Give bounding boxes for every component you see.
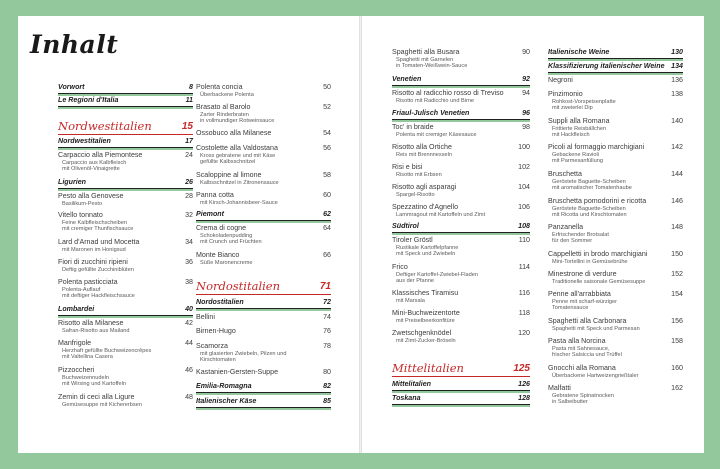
page-number: 144 (671, 170, 683, 178)
entry-accent-band (196, 393, 331, 395)
entry-description: mit Zimt-Zucker-Bröseln (396, 338, 456, 344)
book-spread (18, 16, 704, 453)
entry-title: Mittelitalien (392, 361, 464, 375)
entry-description: Schokoladenpudding mit Crunch und Früchten (200, 233, 262, 246)
entry-title: Scaloppine al limone (196, 171, 262, 179)
page-number: 100 (518, 143, 530, 151)
entry-title: Panna cotta (196, 191, 234, 199)
entry-title: Risotto agli asparagi (392, 183, 457, 191)
page-number: 32 (185, 211, 193, 219)
entry-title: Cappelletti in brodo marchigiani (548, 250, 648, 258)
page-number: 58 (323, 171, 331, 179)
entry-description: mit Maronen im Honigsud (62, 247, 126, 253)
entry-title: Risi e bisi (392, 163, 423, 171)
entry-description: Geröstete Baguette-Scheiben mit aromatischer Tomatenhaube (552, 179, 632, 192)
page-number: 102 (518, 163, 530, 171)
entry-title: Negroni (548, 76, 573, 84)
page-number: 138 (671, 90, 683, 98)
page-number: 114 (518, 263, 530, 271)
entry-description: mit glasierten Zwiebeln, Pilzen und Kirschtomaten (200, 351, 287, 364)
entry-title: Scamorza (196, 342, 228, 350)
page-number: 26 (185, 178, 193, 186)
right-page (362, 16, 704, 453)
entry-accent-band (196, 408, 331, 410)
entry-title: Nordwestitalien (58, 119, 152, 133)
page-number: 98 (522, 123, 530, 131)
entry-title: Venetien (392, 75, 422, 83)
entry-title: Toc' in braide (392, 123, 434, 131)
entry-title: Emilia-Romagna (196, 382, 252, 390)
entry-description: Basilikum-Pesto (62, 201, 103, 207)
page-number: 17 (185, 137, 193, 145)
entry-underline (58, 134, 193, 135)
entry-accent-band (58, 316, 193, 318)
entry-description: Herzhaft gefüllte Buchweizencrêpes mit Valtellina Casera (62, 348, 152, 361)
toc-column-1 (58, 16, 193, 453)
page-number: 72 (323, 298, 331, 306)
page-number: 130 (671, 48, 683, 56)
entry-accent-band (392, 391, 530, 393)
page-number: 28 (185, 192, 193, 200)
page-number: 162 (671, 384, 683, 392)
entry-title: Tiroler Gröstl (392, 236, 433, 244)
page-number: 154 (671, 290, 683, 298)
entry-accent-band (392, 233, 530, 235)
entry-accent-band (196, 221, 331, 223)
entry-title: Malfatti (548, 384, 571, 392)
entry-title: Fiori di zucchini ripieni (58, 258, 128, 266)
entry-description: Safran-Risotto aus Mailand (62, 328, 130, 334)
entry-title: Bruschetta (548, 170, 582, 178)
page-number: 15 (181, 121, 193, 132)
entry-title: Manfrigole (58, 339, 92, 347)
page-number: 74 (323, 313, 331, 321)
entry-title: Polenta pasticciata (58, 278, 118, 286)
page-number: 108 (518, 222, 530, 230)
entry-title: Picoli al formaggio marchigiani (548, 143, 645, 151)
toc-column-3 (392, 16, 530, 453)
entry-title: Zemin di ceci alla Ligure (58, 393, 135, 401)
entry-description: Carpaccio aus Kalbfleisch mit Olivenöl-Vinaigrette (62, 160, 127, 173)
entry-accent-band (548, 73, 683, 75)
page-number: 158 (671, 337, 683, 345)
entry-underline (196, 294, 331, 295)
page-number: 64 (323, 224, 331, 232)
page-number: 82 (323, 382, 331, 390)
page-number: 11 (185, 96, 193, 104)
entry-title: Polenta concia (196, 83, 243, 91)
entry-description: Deftig gefüllte Zucchiniblüten (62, 267, 134, 273)
entry-description: Rohkost-Vorspeisenplatte mit zweierlei Dip (552, 99, 616, 112)
entry-title: Monte Bianco (196, 251, 240, 259)
entry-title: Gnocchi alla Romana (548, 364, 616, 372)
entry-description: mit Preiselbeerkonfitüre (396, 318, 455, 324)
entry-description: Traditionelle saisonale Gemüsesuppe (552, 279, 646, 285)
page-number: 8 (189, 83, 193, 91)
entry-title: Ossobuco alla Milanese (196, 129, 272, 137)
page-number: 128 (518, 394, 530, 402)
entry-description: Polenta-Auflauf mit deftiger Hackfleischsauce (62, 287, 135, 300)
entry-title: Mini-Buchweizentorte (392, 309, 460, 317)
entry-description: Überbackene Polenta (200, 92, 254, 98)
entry-accent-band (58, 107, 193, 109)
entry-title: Carpaccio alla Piemontese (58, 151, 143, 159)
entry-title: Le Regioni d'Italia (58, 96, 119, 104)
entry-description: Reis mit Brennnesseln (396, 152, 452, 158)
entry-underline (392, 376, 530, 377)
page-number: 24 (185, 151, 193, 159)
page-number: 40 (185, 305, 193, 313)
page-number: 34 (185, 238, 193, 246)
page-number: 106 (518, 203, 530, 211)
entry-description: Spaghetti mit Speck und Parmesan (552, 326, 640, 332)
page-number: 152 (671, 270, 683, 278)
entry-description: Gebackene Ravioli mit Parmesanfüllung (552, 152, 603, 165)
entry-title: Italienischer Käse (196, 397, 257, 405)
entry-title: Spaghetti alla Carbonara (548, 317, 627, 325)
page-title: Inhalt (30, 30, 119, 59)
entry-description: Frittierte Reisbällchen mit Hackfleisch (552, 126, 607, 139)
entry-description: Spaghetti mit Garnelen in Tomaten-Weißwein-Sauce (396, 57, 468, 70)
page-number: 148 (671, 223, 683, 231)
page-number: 76 (323, 327, 331, 335)
entry-description: Feine Kalbfleischscheiben mit cremiger Thunfischsauce (62, 220, 134, 233)
page-number: 78 (323, 342, 331, 350)
entry-description: Deftiger Kartoffel-Zwiebel-Fladen aus der Pfanne (396, 272, 478, 285)
entry-title: Kastanien-Gersten-Suppe (196, 368, 279, 376)
page-number: 136 (671, 76, 683, 84)
page-number: 50 (323, 83, 331, 91)
page-number: 80 (323, 368, 331, 376)
page-number: 116 (518, 289, 530, 297)
page-number: 60 (323, 191, 331, 199)
entry-description: mit Kirsch-Johannisbeer-Sauce (200, 200, 278, 206)
entry-title: Zwetschgenknödel (392, 329, 452, 337)
entry-title: Klassifizierung italienischer Weine (548, 62, 665, 70)
entry-description: Buchweizennudeln mit Wirsing und Kartoffeln (62, 375, 126, 388)
entry-accent-band (196, 309, 331, 311)
entry-title: Costolette alla Valdostana (196, 144, 278, 152)
entry-title: Penne all'arrabbiata (548, 290, 611, 298)
entry-accent-band (548, 59, 683, 61)
page-number: 54 (323, 129, 331, 137)
entry-title: Risotto alla Milanese (58, 319, 124, 327)
entry-title: Piemont (196, 210, 224, 218)
entry-title: Nordwestitalien (58, 137, 111, 145)
entry-title: Panzanella (548, 223, 584, 231)
page-number: 46 (185, 366, 193, 374)
page-number: 134 (671, 62, 683, 70)
entry-title: Pesto alla Genovese (58, 192, 124, 200)
entry-title: Liguriеn (58, 178, 86, 186)
entry-title: Nordostitalien (196, 298, 244, 306)
entry-title: Risotto alla Ortiche (392, 143, 452, 151)
entry-title: Minestrone di verdure (548, 270, 617, 278)
entry-accent-band (392, 405, 530, 407)
entry-title: Pinzimonio (548, 90, 583, 98)
entry-description: Kalbsschnitzel in Zitronensauce (200, 180, 279, 186)
entry-title: Risotto al radicchio rosso di Treviso (392, 89, 504, 97)
entry-description: Pasta mit Sahnesauce, frischer Salsiccia und Trüffel (552, 346, 622, 359)
page-number: 66 (323, 251, 331, 259)
entry-title: Südtirol (392, 222, 419, 230)
entry-description: Lammragout mit Kartoffeln und Zimt (396, 212, 486, 218)
entry-description: Gebratene Spinatnocken in Salbeibutter (552, 393, 614, 406)
page-number: 92 (522, 75, 530, 83)
page-number: 71 (319, 281, 331, 292)
entry-accent-band (58, 148, 193, 150)
page-number: 118 (518, 309, 530, 317)
entry-description: mit Marsala (396, 298, 425, 304)
entry-description: Geröstete Baguette-Scheiben mit Ricotta und Kirschtomaten (552, 206, 627, 219)
page-number: 140 (671, 117, 683, 125)
page-number: 36 (185, 258, 193, 266)
entry-description: Penne mit scharf-würziger Tomatensauce (552, 299, 617, 312)
entry-accent-band (392, 120, 530, 122)
page-number: 52 (323, 103, 331, 111)
entry-title: Spaghetti alla Busara (392, 48, 460, 56)
page-number: 90 (522, 48, 530, 56)
page-number: 56 (323, 144, 331, 152)
page-number: 150 (671, 250, 683, 258)
entry-title: Nordostitalien (196, 279, 281, 293)
page-number: 146 (671, 197, 683, 205)
entry-title: Suppli alla Romana (548, 117, 610, 125)
entry-title: Italienische Weine (548, 48, 610, 56)
entry-title: Frico (392, 263, 408, 271)
entry-title: Birnen-Hugo (196, 327, 236, 335)
entry-description: Risotto mit Erbsen (396, 172, 442, 178)
entry-description: Kross gebratene und mit Käse gefüllte Kalbsschnitzel (200, 153, 276, 166)
toc-column-4 (548, 16, 683, 453)
entry-description: Polenta mit cremiger Käsesauce (396, 132, 477, 138)
entry-accent-band (58, 189, 193, 191)
entry-title: Klassisches Tiramisu (392, 289, 459, 297)
toc-column-2 (196, 16, 331, 453)
entry-title: Bruschetta pomodorini e ricotta (548, 197, 647, 205)
entry-accent-band (392, 86, 530, 88)
entry-title: Toskana (392, 394, 421, 402)
page-number: 38 (185, 278, 193, 286)
entry-title: Spezzatino d'Agnello (392, 203, 459, 211)
entry-title: Brasato al Barolo (196, 103, 251, 111)
entry-description: Süße Maronencreme (200, 260, 253, 266)
page-number: 104 (518, 183, 530, 191)
page-number: 48 (185, 393, 193, 401)
entry-description: Rustikale Kartoffelpfanne mit Speck und Zwiebeln (396, 245, 459, 258)
entry-description: Gemüsesuppe mit Kichererbsen (62, 402, 142, 408)
entry-title: Pizzoccheri (58, 366, 95, 374)
page-number: 62 (323, 210, 331, 218)
page-number: 42 (185, 319, 193, 327)
entry-description: Zarter Rinderbraten in vollmundiger Rotweinsauce (200, 112, 275, 125)
page-number: 44 (185, 339, 193, 347)
page-number: 160 (671, 364, 683, 372)
page-number: 125 (513, 363, 530, 374)
entry-description: Erfrischender Brotsalat für den Sommer (552, 232, 609, 245)
entry-title: Vorwort (58, 83, 85, 91)
page-number: 96 (522, 109, 530, 117)
entry-title: Pasta alla Norcina (548, 337, 606, 345)
entry-title: Crema di cogne (196, 224, 247, 232)
entry-title: Bellini (196, 313, 215, 321)
page-number: 110 (518, 236, 530, 244)
page-number: 156 (671, 317, 683, 325)
page-number: 142 (671, 143, 683, 151)
left-page (18, 16, 360, 453)
entry-title: Mittelitalien (392, 380, 432, 388)
entry-title: Friaul-Julisch Venetien (392, 109, 470, 117)
entry-description: Überbackene Hartweizengrießtaler (552, 373, 639, 379)
entry-title: Lard d'Arnad und Mocetta (58, 238, 140, 246)
entry-description: Risotto mit Radicchio und Birne (396, 98, 475, 104)
page-number: 126 (518, 380, 530, 388)
entry-title: Lombardei (58, 305, 95, 313)
page-number: 94 (522, 89, 530, 97)
entry-description: Mini-Tortellini in Gemüsebrühe (552, 259, 628, 265)
page-number: 85 (323, 397, 331, 405)
entry-title: Vitello tonnato (58, 211, 103, 219)
entry-description: Spargel-Risotto (396, 192, 435, 198)
page-number: 120 (518, 329, 530, 337)
